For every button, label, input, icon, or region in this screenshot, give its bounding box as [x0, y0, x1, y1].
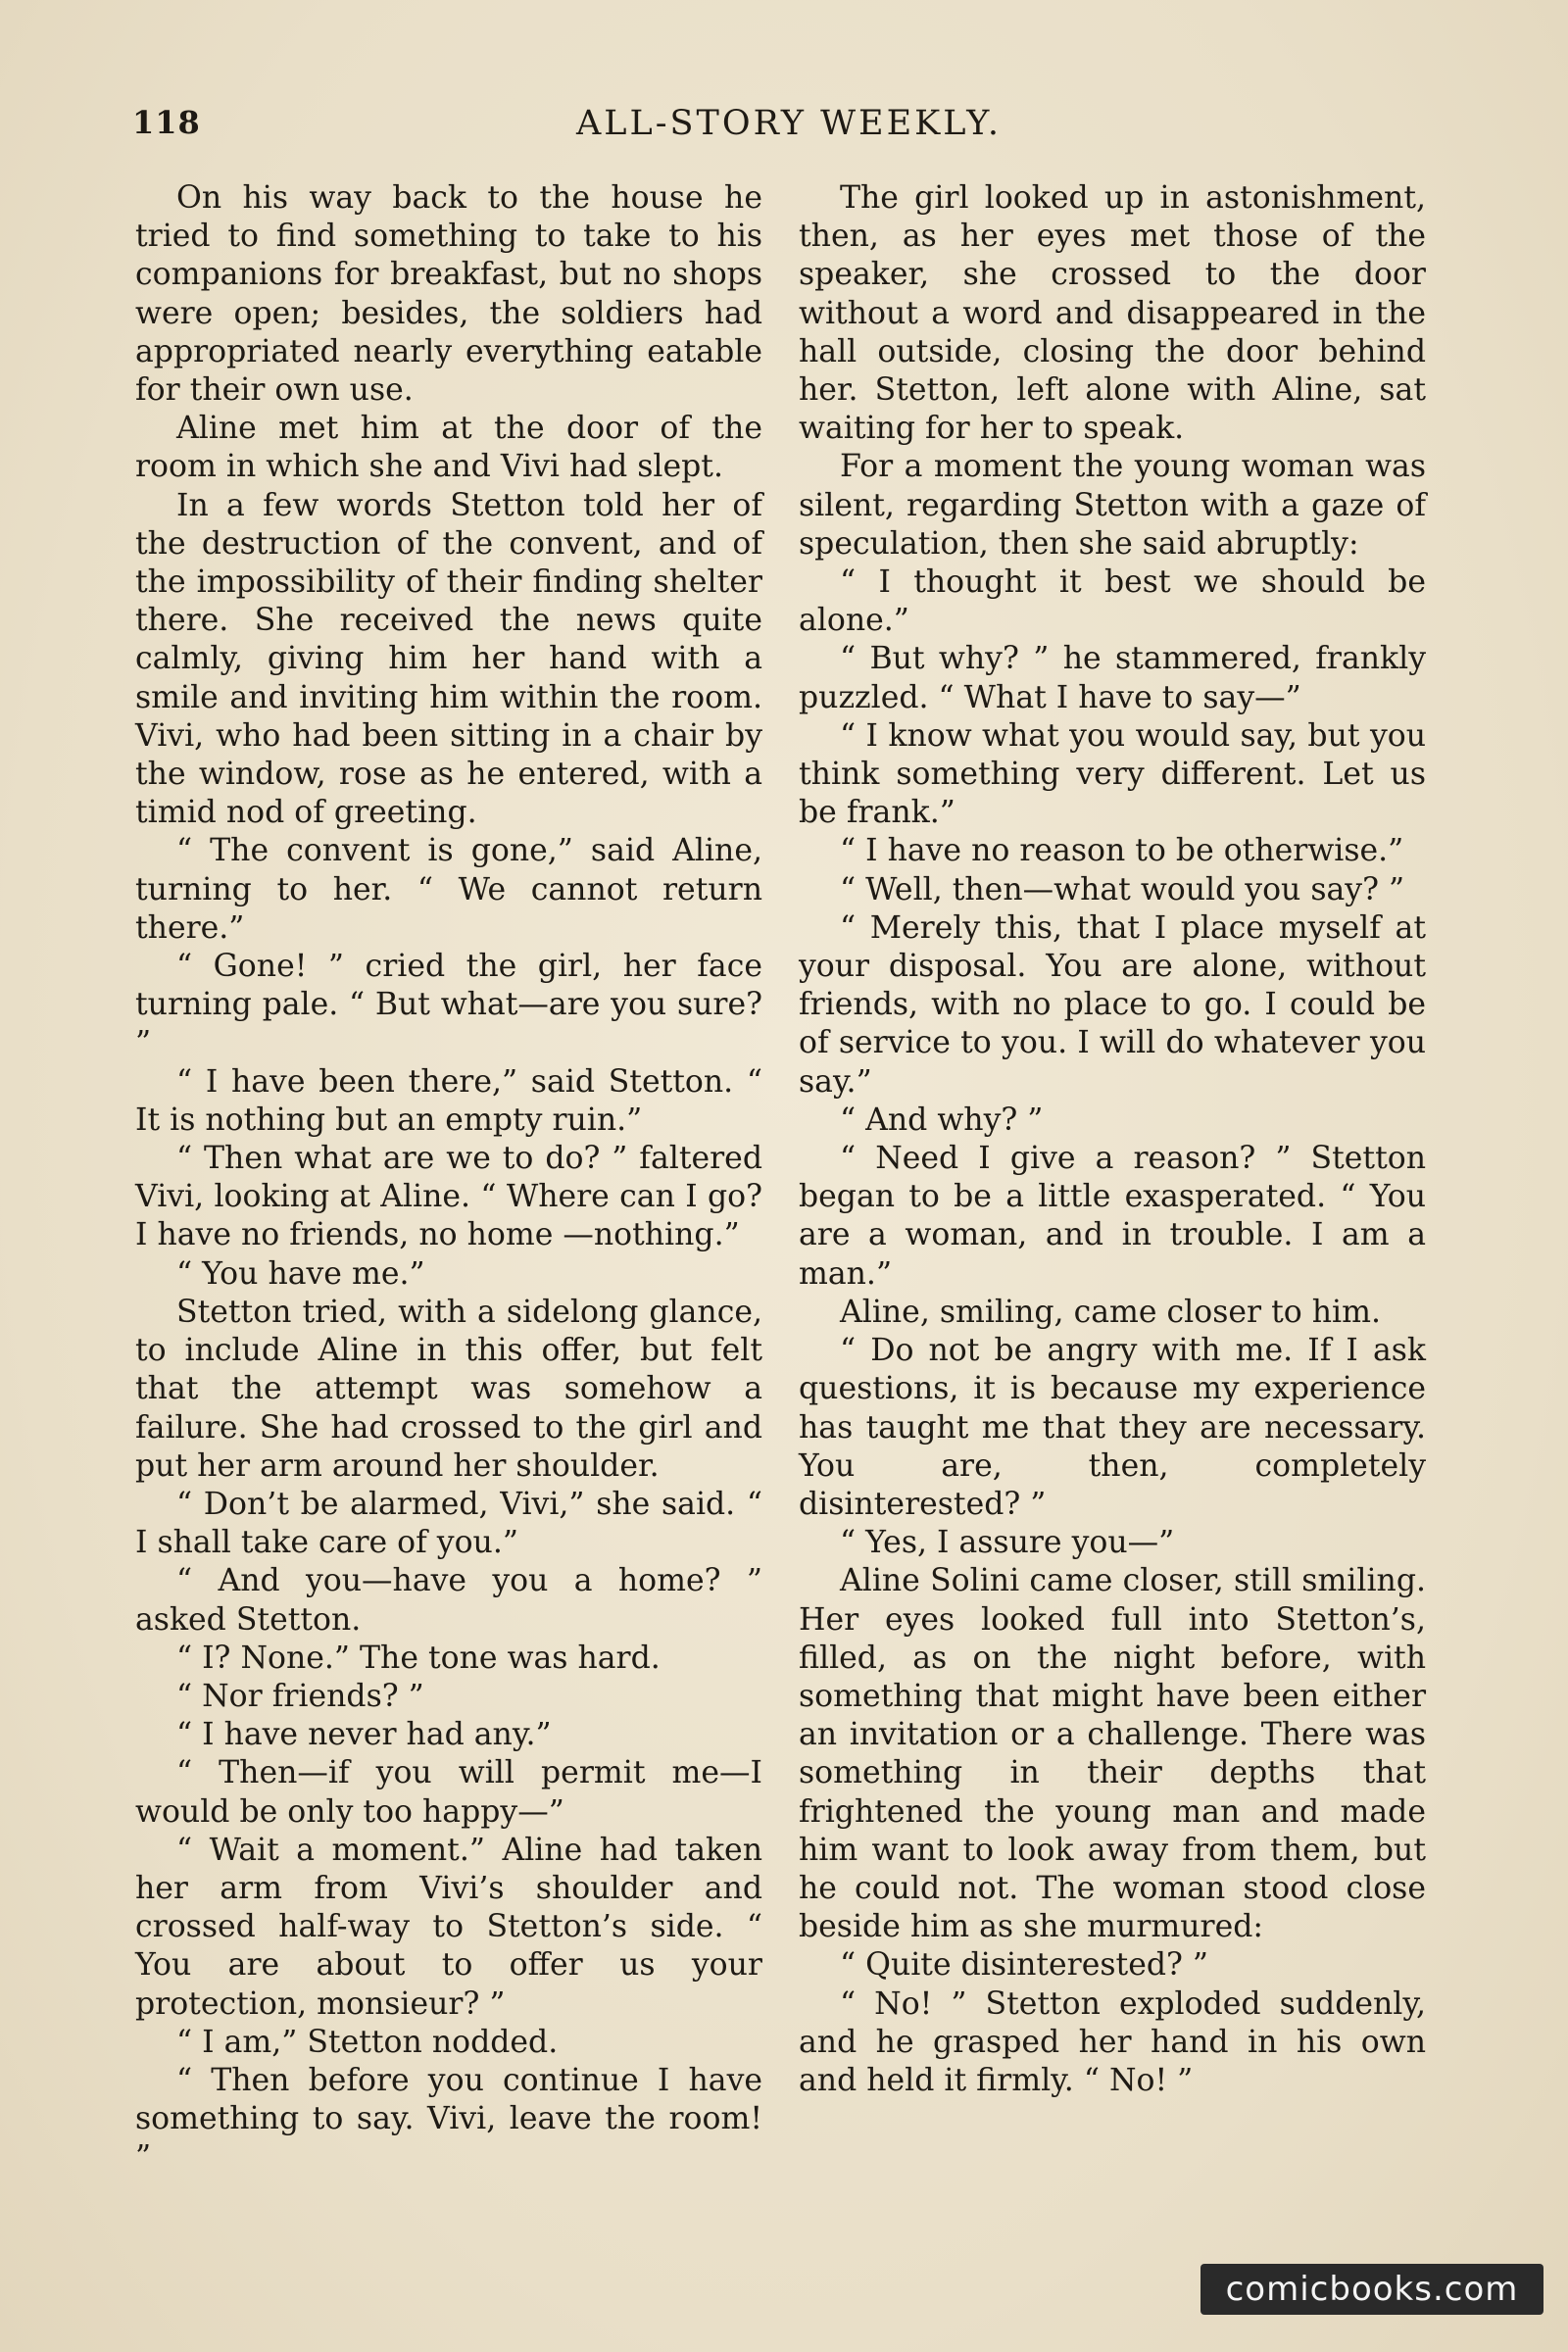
paragraph: “ Then before you continue I have something to say. Vivi, leave the room! ” [135, 2062, 762, 2176]
paragraph: In a few words Stetton told her of the destruction of the convent, and of the impossibility of their finding shelter there. She received the news quite calmly, giving him her hand with a smile and inviting him within the room. Vivi, who had been sitting in a chair by the window, rose as he entered, with a timid nod of greeting. [135, 487, 762, 831]
paragraph: “ And why? ” [840, 1102, 1044, 1138]
paragraph: “ No! ” Stetton exploded suddenly, and he grasped her hand in his own and held it firmly. “ No! ” [799, 1985, 1426, 2098]
paragraph: “ Then—if you will permit me—I would be only too happy—” [135, 1755, 762, 1830]
paragraph: “ Gone! ” cried the girl, her face turning pale. “ But what—are you sure? ” [135, 949, 762, 1061]
paragraph: “ But why? ” he stammered, frankly puzzled. “ What I have to say—” [799, 641, 1426, 715]
paragraph: “ I thought it best we should be alone.” [799, 564, 1426, 639]
paragraph: “ The convent is gone,” said Aline, turning to her. “ We cannot return there.” [135, 833, 762, 946]
paragraph: “ I have been there,” said Stetton. “ It is nothing but an empty ruin.” [135, 1063, 762, 1138]
paragraph: Aline Solini came closer, still smiling. Her eyes looked full into Stetton’s, filled, as on the night before, with something that might have been either an invitation or a challenge. There was something in their depths that frightened the young man and made him want to look away from them, but he could not. The woman stood close beside him as she murmured: [799, 1563, 1426, 1945]
paragraph: “ Merely this, that I place myself at your disposal. You are alone, without friends, with no place to go. I could be of service to you. I will do whatever you say.” [799, 909, 1426, 1100]
paragraph: “ I have never had any.” [176, 1717, 552, 1753]
watermark-logo: comicbooks.com [1200, 2264, 1544, 2315]
running-title: ALL-STORY WEEKLY. [575, 104, 1003, 143]
paragraph: Stetton tried, with a sidelong glance, to include Aline in this offer, but felt that the attempt was somehow a failure. She had crossed to the girl and put her arm around her shoulder. [135, 1294, 762, 1484]
page-number: 118 [132, 104, 201, 141]
paragraph: “ Quite disinterested? ” [840, 1947, 1209, 1984]
paragraph: “ Don’t be alarmed, Vivi,” she said. “ I shall take care of you.” [135, 1486, 762, 1561]
paragraph: “ Nor friends? ” [176, 1678, 424, 1714]
paragraph: For a moment the young woman was silent, regarding Stetton with a gaze of speculation, then she said abruptly: [799, 449, 1426, 562]
paragraph: “ And you—have you a home? ” asked Stetton. [135, 1563, 762, 1638]
paragraph: “ Do not be angry with me. If I ask questions, it is because my experience has taught me that they are necessary. You are, then, completely disinterested? ” [799, 1333, 1426, 1522]
paragraph: “ I have no reason to be otherwise.” [840, 833, 1404, 869]
right-column [799, 179, 1426, 2100]
page-header [132, 104, 1446, 153]
paragraph: “ You have me.” [176, 1255, 425, 1292]
paragraph: “ I know what you would say, but you think something very different. Let us be frank.” [799, 717, 1426, 831]
paragraph: “ Well, then—what would you say? ” [840, 871, 1405, 907]
paragraph: “ Yes, I assure you—” [840, 1525, 1175, 1561]
paragraph: “ Wait a moment.” Aline had taken her arm from Vivi’s shoulder and crossed half-way to Stetton’s side. “ You are about to offer us your protection, monsieur? ” [135, 1832, 762, 2022]
paragraph: Aline met him at the door of the room in which she and Vivi had slept. [135, 411, 762, 485]
left-column [135, 179, 762, 2178]
paragraph: Aline, smiling, came closer to him. [840, 1294, 1381, 1330]
paragraph: “ Then what are we to do? ” faltered Vivi, looking at Aline. “ Where can I go? I have no friends, no home —nothing.” [135, 1141, 762, 1253]
paragraph: “ Need I give a reason? ” Stetton began to be a little exasperated. “ You are a woman, and in trouble. I am a man.” [799, 1141, 1426, 1292]
paragraph: On his way back to the house he tried to find something to take to his companions for breakfast, but no shops were open; besides, the soldiers had appropriated nearly everything eatable for their own use. [135, 180, 762, 409]
paragraph: “ I? None.” The tone was hard. [176, 1640, 661, 1676]
paragraph: “ I am,” Stetton nodded. [176, 2024, 559, 2060]
paragraph: The girl looked up in astonishment, then, as her eyes met those of the speaker, she crossed to the door without a word and disappeared in the hall outside, closing the door behind her. Stetton, left alone with Aline, sat waiting for her to speak. [799, 180, 1426, 447]
